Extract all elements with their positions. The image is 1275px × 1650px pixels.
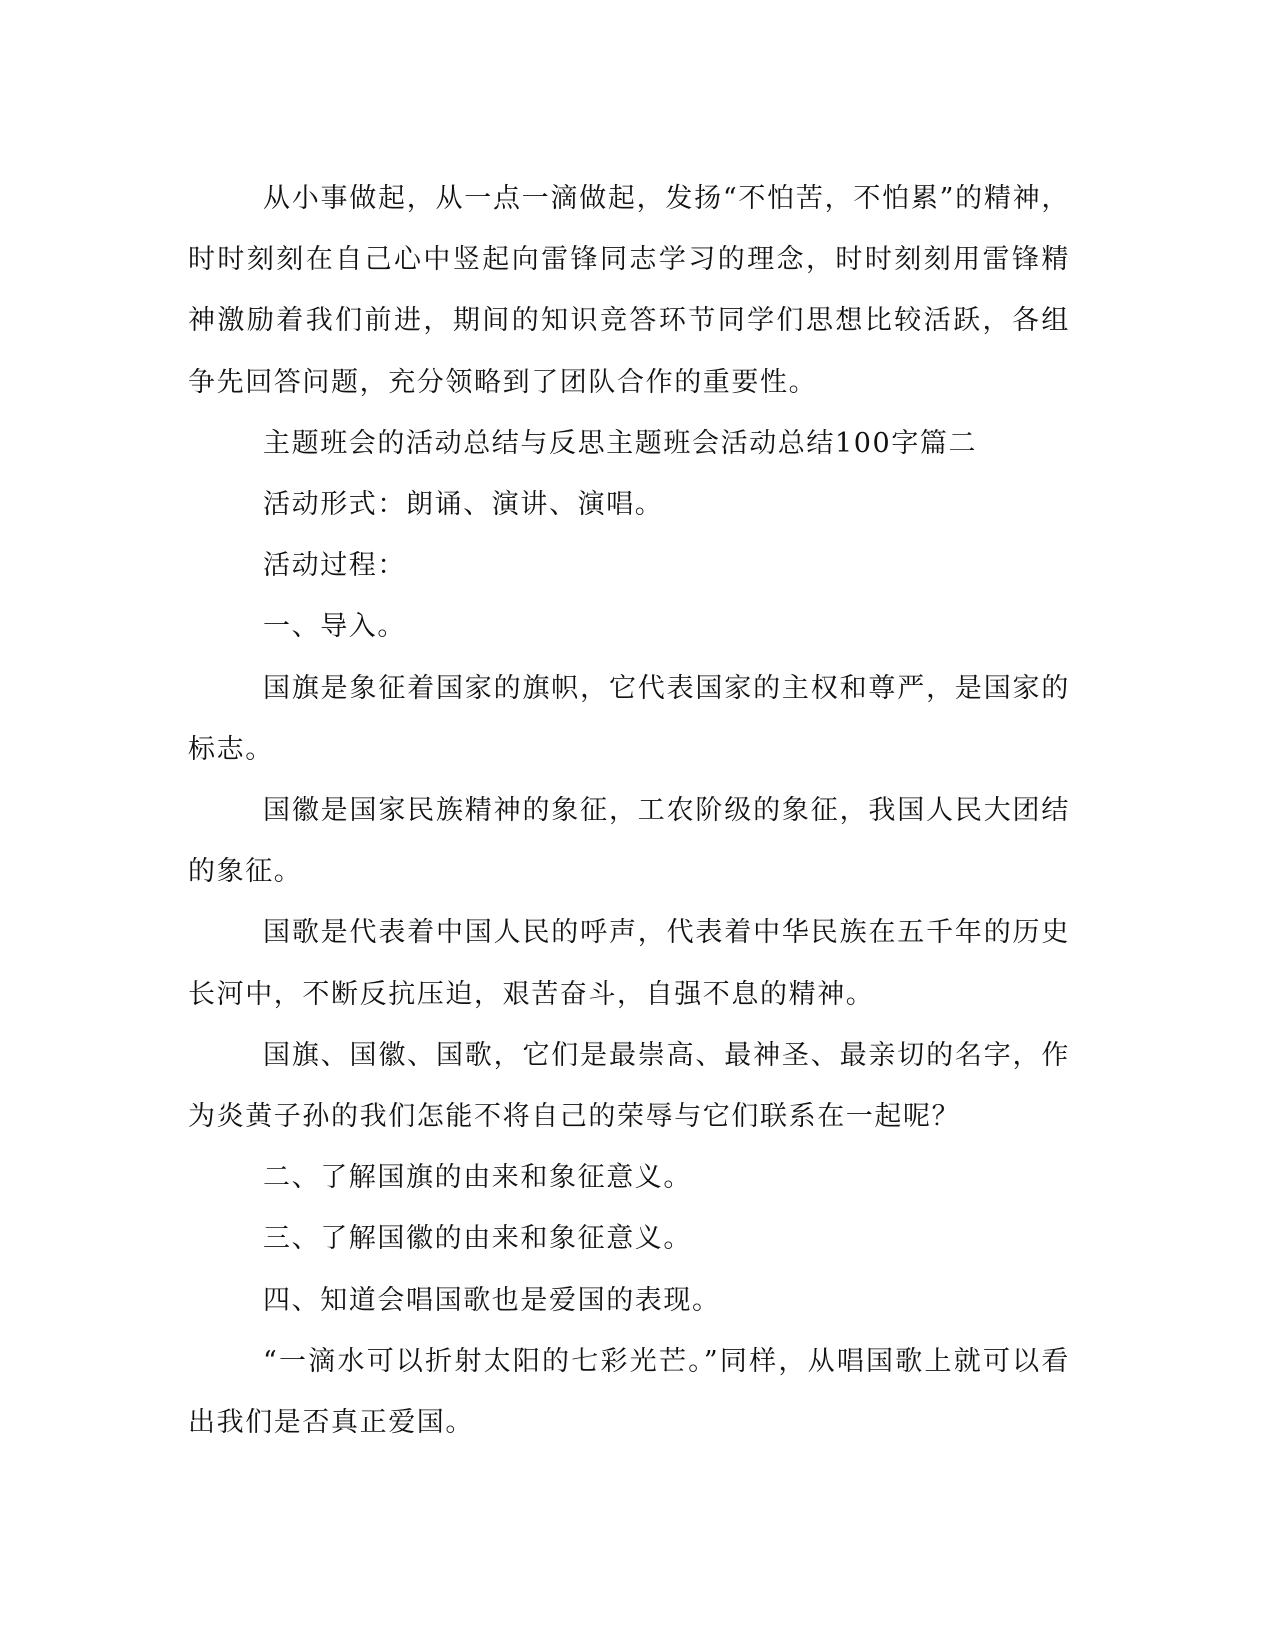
paragraph-activity-process: 活动过程： [263, 550, 406, 582]
paragraph-flag-emblem-anthem: 国旗、国徽、国歌，它们是最崇高、最神圣、最亲切的名字，作为炎黄子孙的我们怎能不将自己的荣辱与它们联系在一起呢？ [188, 1039, 1070, 1133]
paragraph-activity-form: 活动形式：朗诵、演讲、演唱。 [263, 489, 664, 521]
paragraph-step-one: 一、导入。 [263, 611, 406, 643]
paragraph-quote: “一滴水可以折射太阳的七彩光芒。”同样，从唱国歌上就可以看出我们是否真正爱国。 [188, 1345, 1070, 1439]
paragraph-step-three: 三、了解国徽的由来和象征意义。 [263, 1223, 692, 1255]
paragraph-national-anthem: 国歌是代表着中国人民的呼声，代表着中华民族在五千年的历史长河中，不断反抗压迫，艰苦奋斗，自强不息的精神。 [188, 917, 1070, 1010]
document-body [188, 168, 1070, 1453]
paragraph-lei-feng-spirit: 从小事做起，从一点一滴做起，发扬“不怕苦，不怕累”的精神，时时刻刻在自己心中竖起向雷锋同志学习的理念，时时刻刻用雷锋精神激励着我们前进，期间的知识竞答环节同学们思想比较活跃，各组争先回答问题，充分领略到了团队合作的重要性。 [188, 183, 1070, 398]
paragraph-step-two: 二、了解国旗的由来和象征意义。 [263, 1162, 692, 1194]
paragraph-national-flag: 国旗是象征着国家的旗帜，它代表国家的主权和尊严，是国家的标志。 [188, 672, 1070, 765]
paragraph-step-four: 四、知道会唱国歌也是爱国的表现。 [263, 1284, 721, 1316]
section-heading: 主题班会的活动总结与反思主题班会活动总结100字篇二 [263, 427, 978, 459]
paragraph-national-emblem: 国徽是国家民族精神的象征，工农阶级的象征，我国人民大团结的象征。 [188, 795, 1070, 888]
